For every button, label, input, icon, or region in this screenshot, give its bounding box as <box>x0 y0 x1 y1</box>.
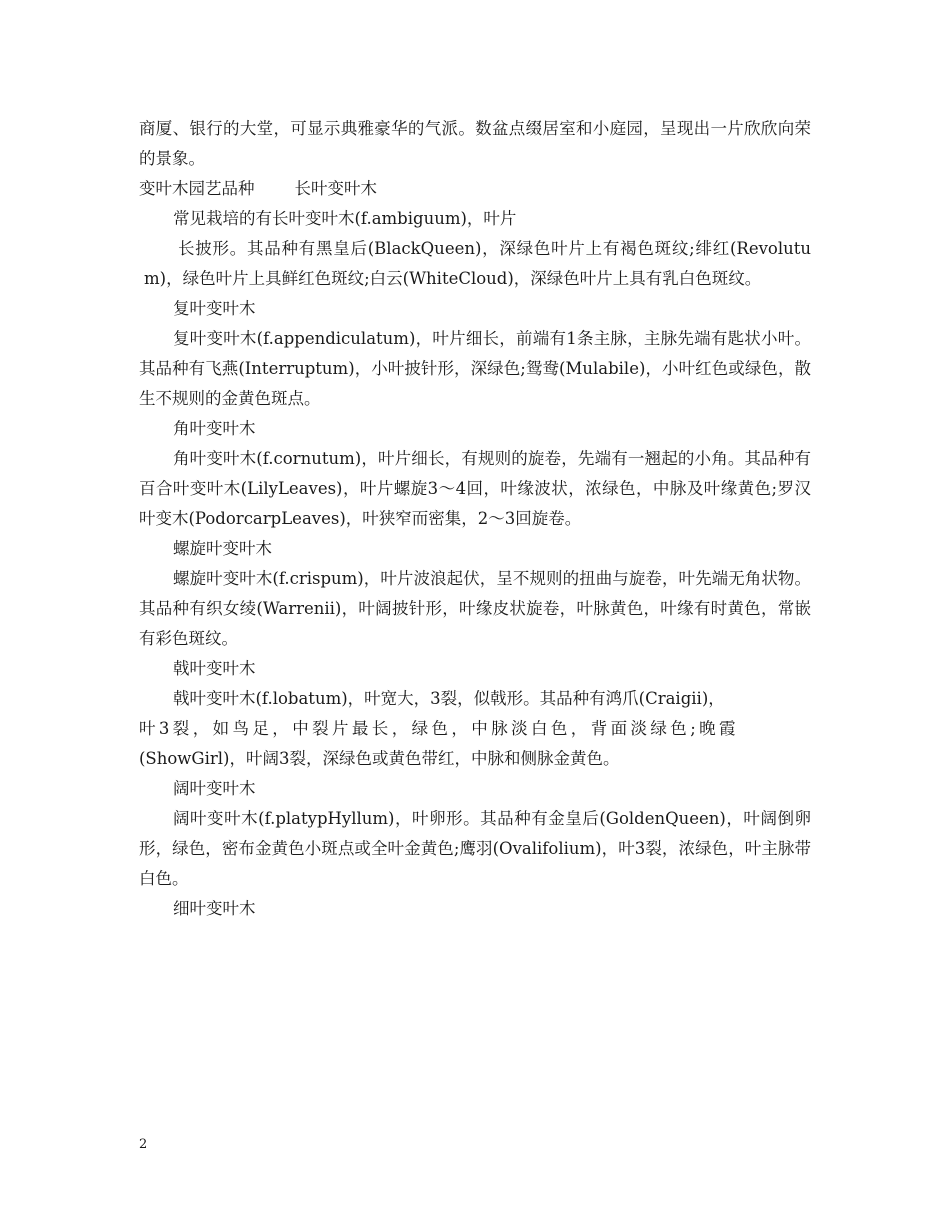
heading-varieties-right: 长叶变叶木 <box>294 179 377 198</box>
document-body <box>139 114 811 924</box>
heading-halberd-leaf: 戟叶变叶木 <box>173 659 256 678</box>
paragraph-intro: 商厦、银行的大堂，可显示典雅豪华的气派。数盆点缀居室和小庭园，呈现出一片欣欣向荣的景象。 <box>139 119 811 168</box>
heading-compound-leaf: 复叶变叶木 <box>173 299 256 318</box>
paragraph-long-leaf-intro: 常见栽培的有长叶变叶木(f.ambiguum)，叶片 <box>173 209 517 228</box>
heading-varieties <box>139 174 811 204</box>
page-number: 2 <box>139 1137 148 1152</box>
heading-narrow-leaf: 细叶变叶木 <box>173 899 256 918</box>
paragraph-compound-leaf: 复叶变叶木(f.appendiculatum)，叶片细长，前端有1条主脉，主脉先端有匙状小叶。其品种有飞燕(Interruptum)，小叶披针形，深绿色;鸳鸯(Mulabile)，小叶红色或绿色，散生不规则的金黄色斑点。 <box>139 329 811 408</box>
paragraph-broad-leaf: 阔叶变叶木(f.platypHyllum)，叶卵形。其品种有金皇后(GoldenQueen)，叶阔倒卵形，绿色，密布金黄色小斑点或全叶金黄色;鹰羽(Ovalifolium)，叶3裂，浓绿色，叶主脉带白色。 <box>139 809 811 888</box>
paragraph-spiral-leaf: 螺旋叶变叶木(f.crispum)，叶片波浪起伏，呈不规则的扭曲与旋卷，叶先端无角状物。其品种有织女绫(Warrenii)，叶阔披针形，叶缘皮状旋卷，叶脉黄色，叶缘有时黄色，常嵌有彩色斑纹。 <box>139 569 811 648</box>
paragraph-long-leaf-body: 长披形。其品种有黑皇后(BlackQueen)，深绿色叶片上有褐色斑纹;绯红(Revolutum)，绿色叶片上具鲜红色斑纹;白云(WhiteCloud)，深绿色叶片上具有乳白色斑纹。 <box>144 239 811 288</box>
heading-varieties-left: 变叶木园艺品种 <box>139 179 255 198</box>
paragraph-halberd-leaf-line2: 叶3裂，如鸟足，中裂片最长，绿色，中脉淡白色，背面淡绿色;晚霞 <box>139 719 739 738</box>
paragraph-halberd-leaf-line1: 戟叶变叶木(f.lobatum)，叶宽大，3裂，似戟形。其品种有鸿爪(Craigii)， <box>173 689 725 708</box>
heading-horn-leaf: 角叶变叶木 <box>173 419 256 438</box>
paragraph-horn-leaf: 角叶变叶木(f.cornutum)，叶片细长，有规则的旋卷，先端有一翘起的小角。其品种有百合叶变叶木(LilyLeaves)，叶片螺旋3～4回，叶缘波状，浓绿色，中脉及叶缘黄色;罗汉叶变木(PodorcarpLeaves)，叶狭窄而密集，2～3回旋卷。 <box>139 449 811 528</box>
paragraph-halberd-leaf-line3: (ShowGirl)，叶阔3裂，深绿色或黄色带红，中脉和侧脉金黄色。 <box>139 749 620 768</box>
heading-spiral-leaf: 螺旋叶变叶木 <box>173 539 272 558</box>
heading-broad-leaf: 阔叶变叶木 <box>173 779 256 798</box>
